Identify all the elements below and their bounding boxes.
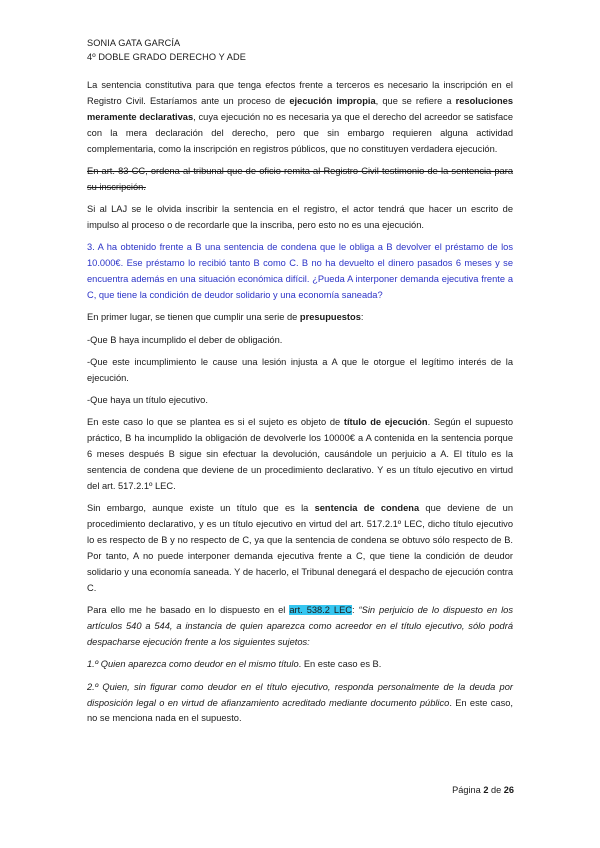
paragraph-1: La sentencia constitutiva para que tenga efectos frente a terceros es necesario la inscripción en el Registro Civil. Estaríamos ante un proceso de ejecución impropia, que se refiere a resoluciones meramente declarativas, cuya ejecución no es necesaria ya que el derecho del acreedor se satisface con la mera declaración del derecho, pero que sin embargo requieren alguna actividad complementaria, como la inscripción en registros públicos, que no constituyen verdadera ejecución. xyxy=(87,80,513,154)
course-name: 4º DOBLE GRADO DERECHO Y ADE xyxy=(87,51,246,62)
paragraph-art-538: Para ello me he basado en lo dispuesto en el art. 538.2 LEC: “Sin perjuicio de lo dispuesto en los artículos 540 a 544, a instancia de quien aparezca como acreedor en el título ejecutivo, sólo podrá despacharse ejecución frente a los siguientes sujetos: xyxy=(87,605,513,647)
paragraph-strikethrough: En art. 83 CC, ordena al tribunal que de oficio remita al Registro Civil testimonio de la sentencia para su inscripción. xyxy=(87,165,513,192)
highlighted-reference: art. 538.2 LEC xyxy=(289,605,352,616)
author-name: SONIA GATA GARCÍA xyxy=(87,38,181,48)
paragraph-sin-embargo: Sin embargo, aunque existe un título que es la sentencia de condena que deviene de un procedimiento declarativo, y es un título ejecutivo en virtud del art. 517.2.1º LEC, dicho título ejecutivo lo es respecto de B y no respecto de C, ya que la sentencia de condena se obtuvo sólo respecto de B. Por tanto, A no puede interponer demanda ejecutiva frente a C, que tiene la condición de deudor solidario y una economía saneada. Y de hacerlo, el Tribunal denegará el despacho de ejecución contra C. xyxy=(87,503,513,593)
page-number: Página 2 de 26 xyxy=(452,785,514,795)
paragraph-point-2: 2.º Quien, sin figurar como deudor en el título ejecutivo, responda personalmente de la deuda por disposición legal o en virtud de afianzamiento acreditado mediante documento público. En este caso, no se menciona nada en el supuesto. xyxy=(87,681,514,724)
paragraph-presupuestos: En primer lugar, se tienen que cumplir una serie de presupuestos: xyxy=(87,312,364,323)
question-3: 3. A ha obtenido frente a B una sentencia de condena que le obliga a B devolver el préstamo de los 10.000€. Ese préstamo lo recibió tanto B como C. B no ha devuelto el dinero pasados 6 meses y se encuentra además en una situación económica difícil. ¿Pueda A interponer demanda ejecutiva frente a C, que tiene la condición de deudor solidario y una economía saneada? xyxy=(87,242,513,301)
list-item: -Que este incumplimiento le cause una lesión injusta a A que le otorgue el legítimo interés de la ejecución. xyxy=(87,356,513,383)
document-body xyxy=(87,78,513,734)
list-item: -Que B haya incumplido el deber de obligación. xyxy=(87,334,283,345)
document-header xyxy=(87,37,246,64)
paragraph-titulo: En este caso lo que se plantea es si el sujeto es objeto de título de ejecución. Según el supuesto práctico, B ha incumplido la obligación de devolverle los 10000€ a A contenida en la sentencia porque 6 meses después B sigue sin efectuar la devolución, causándole un perjuicio a A. El título es la sentencia de condena que deviene de un procedimiento declarativo. Y es un título ejecutivo en virtud del art. 517.2.1º LEC. xyxy=(87,417,513,492)
list-item: -Que haya un título ejecutivo. xyxy=(87,395,208,406)
paragraph-3: Si al LAJ se le olvida inscribir la sentencia en el registro, el actor tendrá que hacer un escrito de impulso al proceso o de recordarle que la inscriba, pero esto no es una ejecución. xyxy=(87,204,513,231)
paragraph-point-1: 1.º Quien aparezca como deudor en el mismo título. En este caso es B. xyxy=(87,659,382,670)
